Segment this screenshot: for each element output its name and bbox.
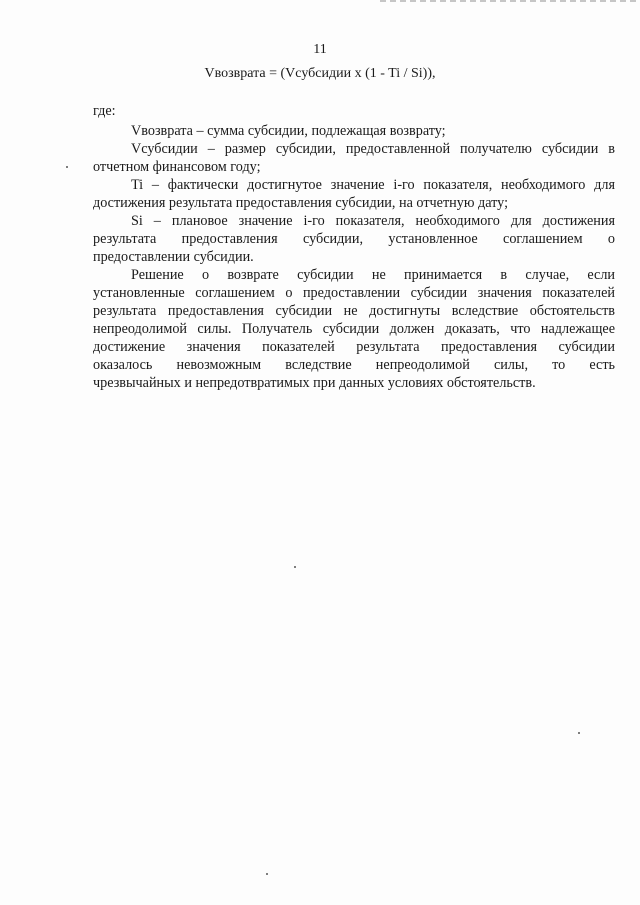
page-number: 11 bbox=[313, 42, 327, 57]
text-line: Vсубсидии – размер субсидии, предоставленной получателю субсидии в bbox=[131, 141, 615, 157]
text-line-where: где: bbox=[93, 103, 116, 119]
text-line: результата предоставления субсидии не достигнуты вследствие обстоятельств bbox=[93, 303, 615, 319]
text-line: результата предоставления субсидии, установленное соглашением о bbox=[93, 231, 615, 247]
text-line: отчетном финансовом году; bbox=[93, 159, 261, 175]
text-line: оказалось невозможным вследствие непреодолимой силы, то есть bbox=[93, 357, 615, 373]
scan-speck bbox=[66, 166, 68, 168]
text-line: чрезвычайных и непредотвратимых при данных условиях обстоятельств. bbox=[93, 375, 536, 391]
scan-speck bbox=[578, 732, 580, 734]
text-line: Решение о возврате субсидии не принимается в случае, если bbox=[131, 267, 615, 283]
text-line: установленные соглашением о предоставлении субсидии значения показателей bbox=[93, 285, 615, 301]
text-line: Vвозврата – сумма субсидии, подлежащая возврату; bbox=[131, 123, 446, 139]
refund-formula: Vвозврата = (Vсубсидии x (1 - Ti / Si)), bbox=[204, 66, 436, 81]
text-line: достижение значения показателей результата предоставления субсидии bbox=[93, 339, 615, 355]
scan-speck bbox=[294, 566, 296, 568]
text-line: Si – плановое значение i-го показателя, необходимого для достижения bbox=[131, 213, 615, 229]
scan-speck bbox=[266, 873, 268, 875]
text-line: предоставлении субсидии. bbox=[93, 249, 254, 265]
text-line: непреодолимой силы. Получатель субсидии должен доказать, что надлежащее bbox=[93, 321, 615, 337]
text-line: Ti – фактически достигнутое значение i-го показателя, необходимого для bbox=[131, 177, 615, 193]
scan-edge-mark bbox=[380, 0, 640, 2]
text-line: достижения результата предоставления субсидии, на отчетную дату; bbox=[93, 195, 509, 211]
